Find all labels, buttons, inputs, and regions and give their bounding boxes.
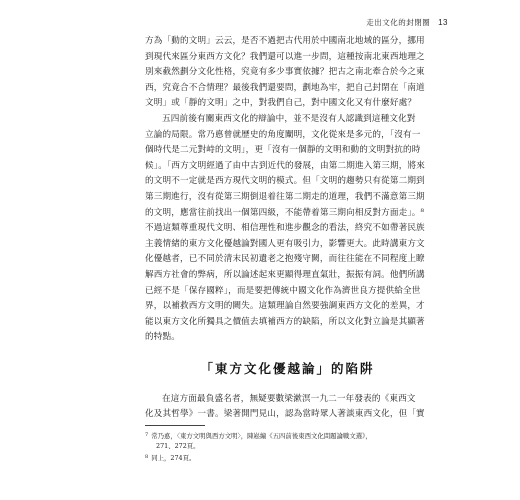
- text-line: 解西方社會的弊病，所以論述起來更顯得理直氣壯，振振有詞。他們所講: [145, 269, 425, 280]
- body-text: [145, 34, 430, 423]
- text-line: 文明」或「靜的文明」之中，對我們自己，對中國文化又有什麼好處？: [145, 98, 417, 109]
- footnotes: [145, 425, 430, 463]
- text-line: 不過這類尊重現代文明、相信理性和進步觀念的看法，終究不如帶著民族: [145, 223, 425, 234]
- text-line: 五四前後有關東西文化的辯論中，並不是沒有人認識到這種文化對: [162, 113, 416, 124]
- text-line: 在這方面最負盛名者，無疑要數梁漱溟一九二一年發表的《東西文: [162, 393, 416, 404]
- text-line: 西，究竟合不合情理？最後我們還要問，劃地為牢，把自己封閉在「南道: [145, 82, 425, 93]
- text-line: 第三期進行，沒有從第三期倒退着往第二期走的道理，我們不滿意第三期: [145, 191, 425, 202]
- running-header: [366, 17, 448, 28]
- text-line: 立論的局限。常乃悳曾就歷史的角度闡明，文化從來是多元的，「沒有一: [145, 129, 421, 140]
- text-line: 化優越者，已不同於清末民初遺老之抱殘守闕，而往往能在不同程度上瞭: [145, 254, 425, 265]
- text-line: 已經不是「保存國粹」，而是要把傳統中國文化作為濟世良方提供給全世: [145, 285, 421, 296]
- text-line: 的文明不一定就是西方現代文明的模式。但「文明的趨勢只有從第二期到: [145, 176, 425, 187]
- footnote-7-continuation: 271、272頁。: [156, 442, 200, 450]
- text-line: 主義情緒的東方文化優越論對國人更有吸引力，影響更大。此時講東方文: [145, 238, 425, 249]
- footnote-7: [145, 430, 430, 441]
- text-line: 能以東方文化所獨具之價值去填補西方的缺陷，所以文化對立論是其顯著: [145, 316, 425, 327]
- running-header-title: 走出文化的封閉圈: [366, 18, 431, 27]
- footnote-text: 常乃悳，〈東方文明與西方文明〉，陳崧編《五四前後東西文化問題論戰文選》，: [151, 432, 372, 440]
- text-line: 的文明，應當往前找出一個第四級，不能帶着第三期向相反對方面走」。⁸: [145, 207, 425, 218]
- text-line: 候」。「西方文明經過了由中古到近代的發展，由第二期進入第三期，將來: [145, 160, 425, 171]
- text-line: 化及其哲學》一書。梁著開門見山，認為當時眾人著談東西文化，但「實: [145, 409, 425, 420]
- footnote-8: [145, 452, 430, 463]
- text-line: 界，以補救西方文明的闕失。這類理論自然要強調東西方文化的差異，才: [145, 301, 425, 312]
- text-line: 個時代是二元對峙的文明」，更「沒有一個靜的文明和動的文明對抗的時: [145, 145, 421, 156]
- text-line: 方為「動的文明」云云，是否不過把古代用於中國南北地域的區分，挪用: [145, 36, 425, 46]
- footnote-divider: [145, 425, 205, 426]
- footnote-text: 同上，274頁。: [151, 454, 196, 462]
- footnote-marker: 7: [145, 432, 149, 438]
- text-line: 到現代來區分東西方文化？我們還可以進一步問，這種按南北東西地理之: [145, 51, 425, 62]
- footnote-marker: 8: [145, 454, 149, 460]
- text-line: 的特點。: [145, 332, 180, 343]
- section-heading: 「東方文化優越論」的陷阱: [200, 360, 375, 376]
- page-number: 13: [438, 18, 448, 27]
- text-line: 別來截然劃分文化性格，究竟有多少事實依據？把古之南北牽合於今之東: [145, 67, 425, 78]
